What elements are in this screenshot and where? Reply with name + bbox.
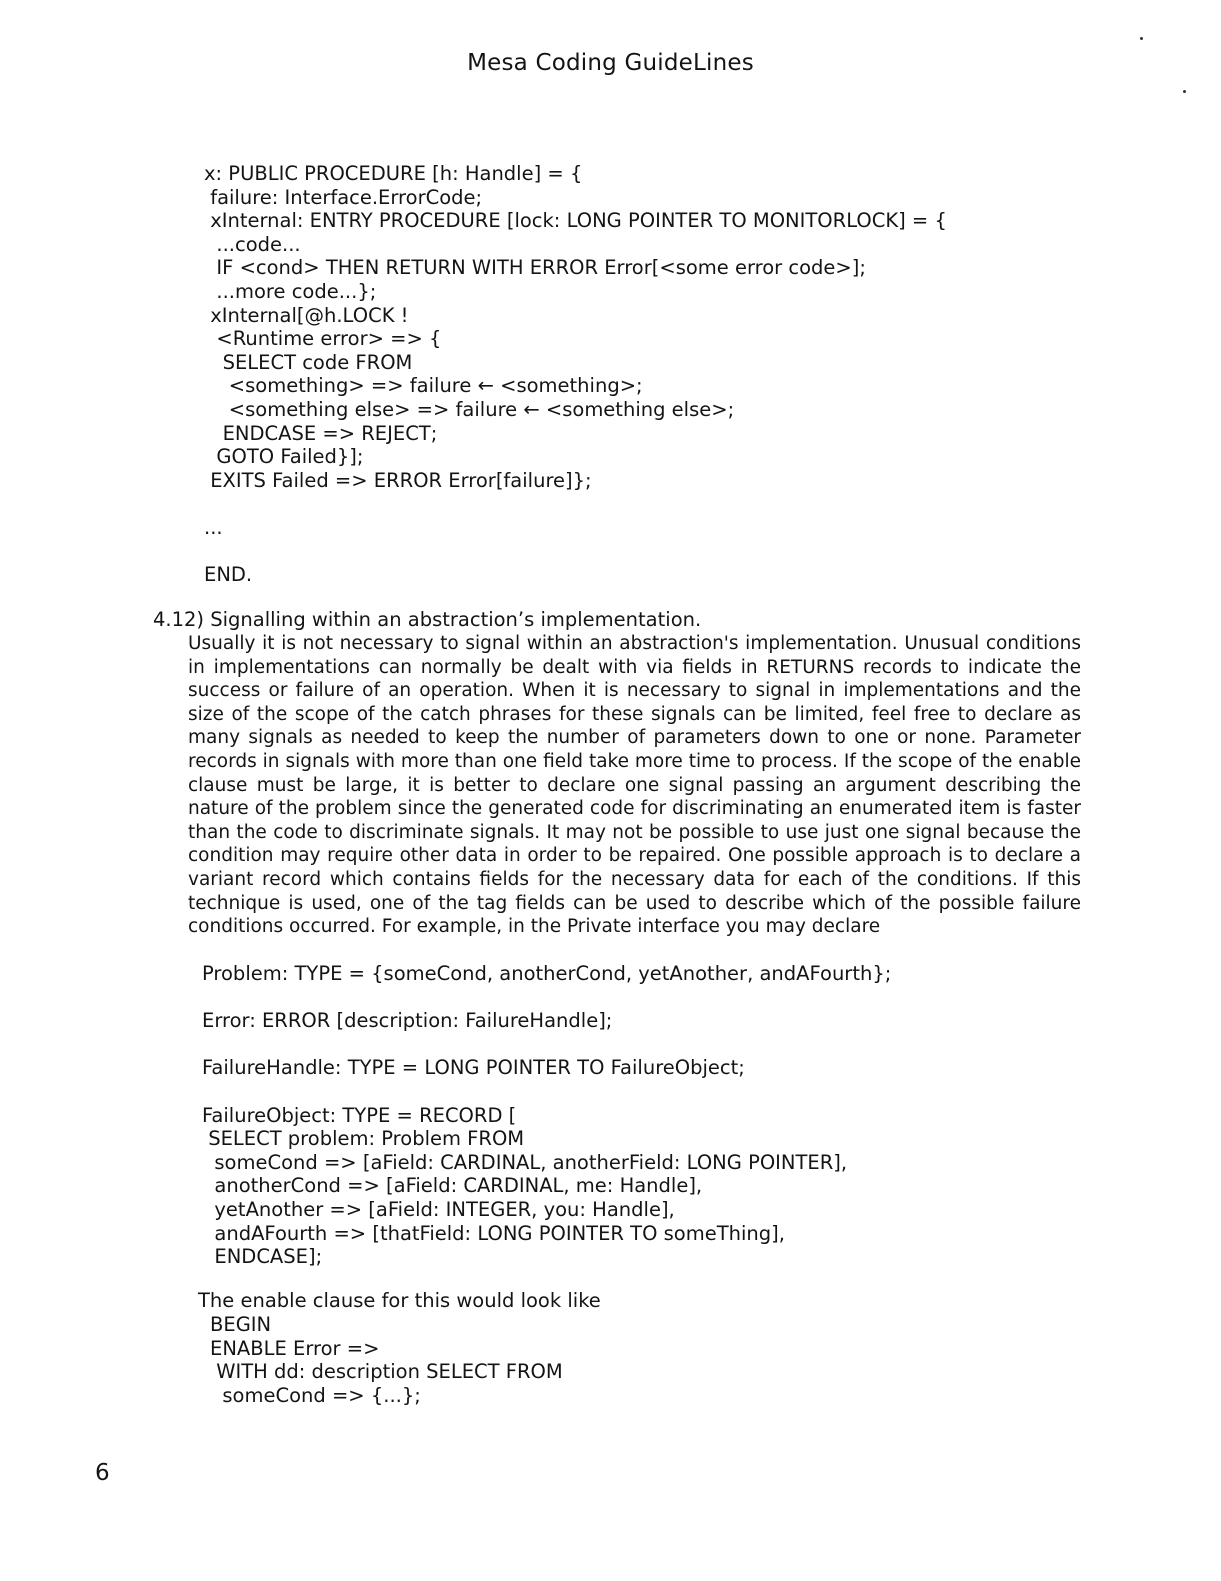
scan-speck (1140, 37, 1143, 40)
code-line: Error: ERROR [description: FailureHandle]; (202, 1009, 613, 1033)
code-line: EXITS Failed => ERROR Error[failure]}; (204, 468, 592, 492)
code-line (202, 1080, 891, 1104)
code-line: ...code... (204, 232, 301, 256)
code-line: BEGIN (210, 1313, 272, 1336)
scan-speck (1183, 90, 1186, 93)
code-line (204, 540, 947, 564)
code-line: yetAnother => [aField: INTEGER, you: Handle], (202, 1197, 675, 1221)
code-block-declarations (202, 962, 891, 1269)
code-line: GOTO Failed}]; (204, 445, 364, 469)
page-title: Mesa Coding GuideLines (467, 50, 754, 76)
code-line: END. (204, 563, 253, 587)
code-line: anotherCond => [aField: CARDINAL, me: Handle], (202, 1174, 703, 1198)
code-line: xInternal: ENTRY PROCEDURE [lock: LONG POINTER TO MONITORLOCK] = { (204, 209, 947, 233)
code-line: x: PUBLIC PROCEDURE [h: Handle] = { (204, 162, 583, 185)
code-line: FailureObject: TYPE = RECORD [ (202, 1103, 517, 1127)
section-paragraph: Usually it is not necessary to signal within an abstraction's implementation. Unusual conditions in implementations can normally be dealt with via fields in RETURNS records to indicate the success or failure of an operation. When it is necessary to signal in implementations and the size of the scope of the catch phrases for these signals can be limited, feel free to declare as many signals as needed to keep the number of parameters down to one or none. Parameter records in signals with more than one field take more time to process. If the scope of the enable clause must be large, it is better to declare one signal passing an argument describing the nature of the problem since the generated code for discriminating an enumerated item is faster than the code to discriminate signals. It may not be possible to use just one signal because the condition may require other data in order to be repaired. One possible approach is to declare a variant record which contains fields for the necessary data for each of the conditions. If this technique is used, one of the tag fields can be used to describe which of the possible failure conditions occurred. For example, in the Private interface you may declare (188, 633, 1081, 938)
code-line: someCond => {...}; (210, 1383, 421, 1407)
code-line: ENDCASE => REJECT; (204, 421, 438, 445)
code-line: FailureHandle: TYPE = LONG POINTER TO FailureObject; (202, 1056, 745, 1080)
code-line: ...more code...}; (204, 279, 377, 303)
code-line: xInternal[@h.LOCK ! (204, 303, 409, 327)
code-block-enable (210, 1313, 563, 1407)
code-line: SELECT code FROM (204, 350, 413, 374)
code-line: Problem: TYPE = {someCond, anotherCond, yetAnother, andAFourth}; (202, 962, 892, 985)
code-line: <Runtime error> => { (204, 327, 442, 351)
page-number: 6 (95, 1460, 110, 1486)
code-line (204, 492, 947, 516)
code-block-procedure (204, 162, 947, 587)
code-line: ... (204, 515, 223, 539)
enable-clause-intro: The enable clause for this would look like (198, 1289, 601, 1312)
code-line: <something> => failure ← <something>; (204, 374, 643, 398)
code-line: WITH dd: description SELECT FROM (210, 1360, 563, 1384)
code-line: failure: Interface.ErrorCode; (204, 185, 483, 209)
code-line: andAFourth => [thatField: LONG POINTER TO someThing], (202, 1221, 785, 1245)
section-heading: 4.12) Signalling within an abstraction’s implementation. (153, 608, 702, 631)
code-line: ENABLE Error => (210, 1336, 380, 1360)
code-line: SELECT problem: Problem FROM (202, 1127, 525, 1151)
code-line: <something else> => failure ← <something else>; (204, 397, 735, 421)
code-line: IF <cond> THEN RETURN WITH ERROR Error[<some error code>]; (204, 256, 866, 280)
code-line: ENDCASE]; (202, 1245, 323, 1269)
code-line: someCond => [aField: CARDINAL, anotherField: LONG POINTER], (202, 1150, 848, 1174)
code-line (202, 986, 891, 1010)
code-line (202, 1033, 891, 1057)
